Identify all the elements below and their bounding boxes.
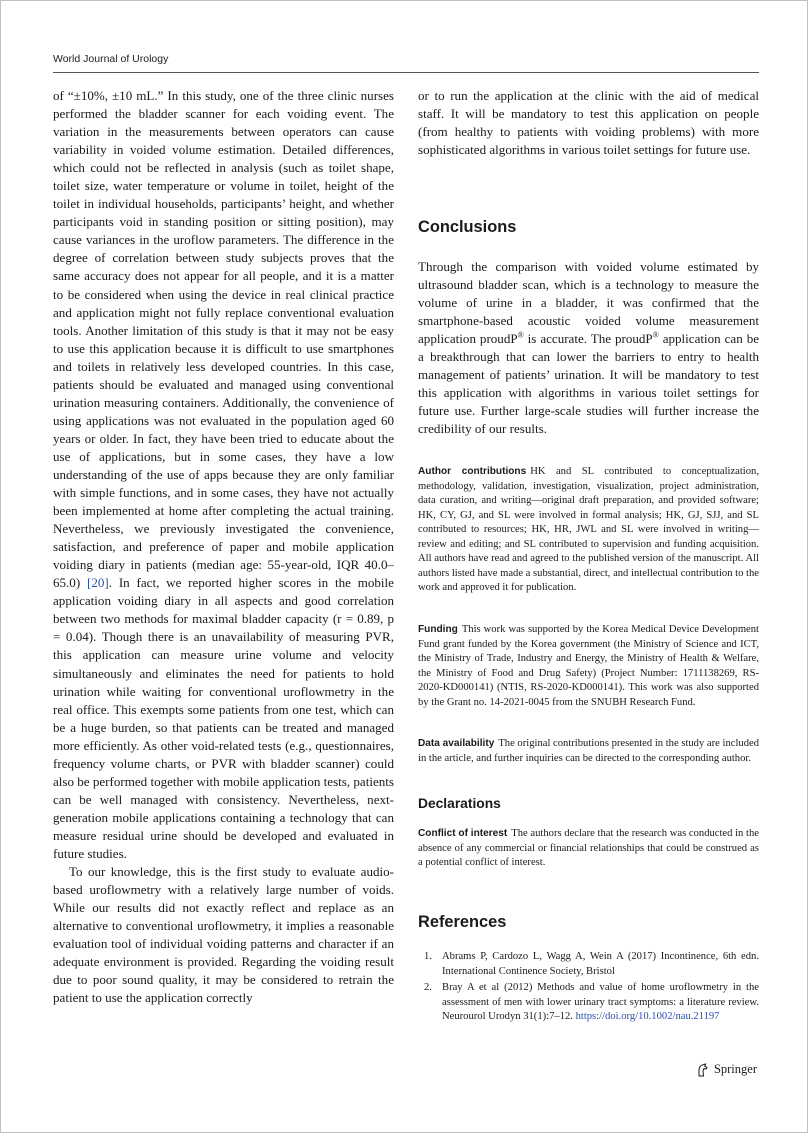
author-contributions-text: HK and SL contributed to conceptualization, methodology, validation, investigation, visualization, project administration, data curation, and writing—original draft preparation, and provided software; HK, CY, GJ, and SL were involved in formal analysis; HK, GJ, SJJ, and SL contributed to resources; HK, HR, JWL and SL were involved in writing—review and editing; and SL contributed to supervision and funding acquisition. All authors have read and agreed to the published version of the manuscript. All authors listed have made a substantial, direct, and intellectual contribution to the work and approved it for publication.: [418, 466, 759, 594]
declarations-heading: Declarations: [418, 796, 501, 811]
conflict-text: The authors declare that the research was conducted in the absence of any commercial or financial relationships that could be construed as a potential conflict of interest.: [418, 828, 759, 869]
conclusions-text-1: Through the comparison with voided volume estimated by ultrasound bladder scan, which is a technology to measure the volume of urine in a bladder, it was confirmed that the smartphone-based acoustic voided volume measurement application proudP: [418, 259, 759, 347]
publisher-name: Springer: [713, 1062, 757, 1076]
author-contributions-label: Author contributions: [418, 466, 527, 477]
reference-text: Bray A et al (2012) Methods and value of home uroflowmetry in the assessment of men with lower urinary tract symptoms: a literature review. Neurourol Urodyn 31(1):7–12.: [442, 982, 759, 1023]
doi-link[interactable]: https://doi.org/10.1002/nau.21197: [575, 1011, 720, 1023]
references-list: [418, 950, 759, 1027]
reference-text: Abrams P, Cardozo L, Wagg A, Wein A (2017) Incontinence, 6th edn. International Continence Society, Bristol: [442, 951, 759, 977]
data-availability: [418, 737, 759, 766]
publisher-footer: [696, 1062, 757, 1077]
header-rule: [53, 72, 759, 73]
right-column-intro: [418, 87, 759, 159]
left-column: [53, 87, 394, 1007]
conclusions-text-2: is accurate. The proudP: [523, 331, 653, 347]
registered-mark: ®: [652, 330, 659, 340]
registered-mark: ®: [517, 330, 524, 340]
conclusions-paragraph: [418, 258, 759, 438]
data-availability-label: Data availability: [418, 738, 495, 749]
conclusions-heading: Conclusions: [418, 218, 517, 236]
author-contributions: [418, 465, 759, 596]
springer-horse-icon: [696, 1063, 709, 1077]
data-availability-text: The original contributions presented in the study are included in the article, and further inquiries can be directed to the corresponding author.: [418, 738, 759, 764]
reference-number: 2.: [424, 982, 432, 994]
body-paragraph-2: To our knowledge, this is the first study to evaluate audio-based uroflowmetry with a relatively large number of voids. While our results did not exactly reflect and replace as an alternative to conventional uroflowmetry, it implies a reasonable evaluation tool of individual voiding patterns and character if an adequate environment is provided. Regarding the voiding result due to poor sound quality, it may be considered to retrain the patient to use the application correctly: [53, 864, 394, 1006]
reference-number: 1.: [424, 951, 432, 962]
paragraph-1-text: of “±10%, ±10 mL.” In this study, one of the three clinic nurses performed the bladder scanner for each voiding event. The variation in the measurements between operators can cause variability in voided volume estimation. Detailed differences, which could not be reflected in analysis (such as toilet shape, toilet size, water temperature or volume in toilet, height of the toilet in individual households, participants’ height, and whether participants void in standing position or sitting position), may cause variances in the uroflow parameters. The difference in the degree of correlation between study subjects proves that the same accuracy does not appear for all people, and it is a matter to be considered when using the device in real clinical practice and application might not fully replace conventional evaluation tools. Another limitation of this study is that it may not be easy to use this application because it is difficult to use smartphones and toilets in relatively less developed countries. In this case, patients should be evaluated and managed using conventional urination measuring containers. Additionally, the convenience of using applications was not evaluated in the population aged 60 years or older. In fact, they have been tried to educate about the use of applications, but in some cases, they have a low understanding of the use of apps because they are only familiar with simple functions, and in some cases, they have not actually been implemented at home after completing the actual training. Nevertheless, we previously investigated the convenience, satisfaction, and preference of paper and mobile application voiding diary in patients (median age: 55-year-old, IQR 40.0–65.0): [53, 88, 394, 591]
conclusions-body: [418, 258, 759, 438]
conflict-label: Conflict of interest: [418, 828, 508, 839]
citation-link-20[interactable]: [20]: [87, 575, 109, 591]
journal-header: World Journal of Urology: [53, 53, 169, 65]
reference-item: [418, 981, 759, 1025]
body-paragraph-1: [53, 87, 394, 863]
intro-paragraph: or to run the application at the clinic with the aid of medical staff. It will be mandatory to test this application on people (from healthy to patients with voiding problems) with more sophisticated algorithms in various toilet settings for future use.: [418, 88, 759, 158]
funding-statement: [418, 623, 759, 710]
reference-item: [418, 950, 759, 979]
references-heading: References: [418, 913, 507, 931]
conflict-of-interest: [418, 827, 759, 871]
funding-label: Funding: [418, 624, 458, 635]
paragraph-1-continued: . In fact, we reported higher scores in the mobile application voiding diary in all aspects and good correlation between two methods for maximal bladder capacity (r = 0.89, p = 0.04). Though there is an unavailability of measuring PVR, this application can measure urine volume and velocity simultaneously and eliminates the need for patients to hold urination while waiting for conventional uroflowmetry in the real office. This exempts some patients from one test, which can be a huge burden, so that patients can be treated and managed more efficiently. As other void-related tests (e.g., questionnaires, frequency volume charts, or PVR with bladder scanner) could also be performed together with mobile application tests, patients can be well managed with consistency. Nevertheless, next-generation mobile applications containing a technology that can measure residual urine should be developed and evaluated in future studies.: [53, 575, 394, 861]
funding-text: This work was supported by the Korea Medical Device Development Fund grant funded by the Korea government (the Ministry of Science and ICT, the Ministry of Trade, Industry and Energy, the Ministry of Health & Welfare, the Ministry of Food and Drug Safety) (Project Number: 1711138269, RS-2020-KD000141) (NTIS, RS-2020-KD000141). This work was also supported by the Grant no. 14-2021-0045 from the SNUBH Research Fund.: [418, 624, 759, 708]
conclusions-text-3: application can be a breakthrough that can lower the barriers to entry to health management of patients’ urination. It will be mandatory to test this application with algorithms in various toilet settings for future use. Further large-scale studies will further increase the credibility of our results.: [418, 331, 760, 437]
